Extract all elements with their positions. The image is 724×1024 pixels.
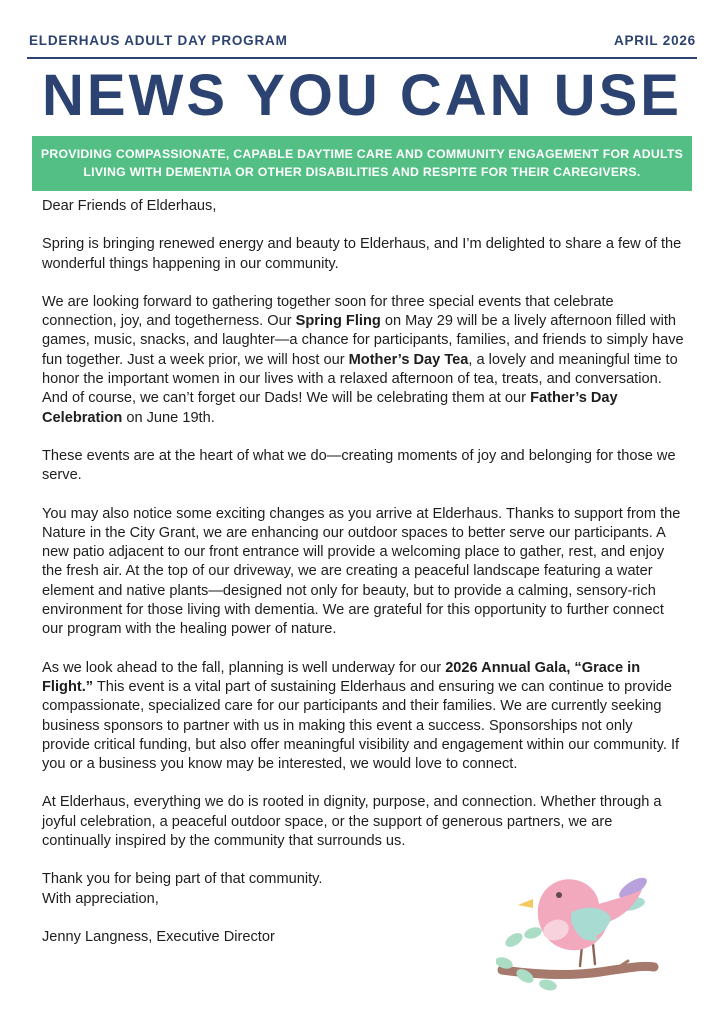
gala: As we look ahead to the fall, planning is well underway for our 2026 Annual Gala, “Grace in Flight.” This event is a vital part of sustaining Elderhaus and ensuring we can continue to provide compassionate, specialized care for our participants and their families. We are currently seeking business sponsors to partner with us in making this event a success. Sponsorships not only provide critical funding, but also offer meaningful visibility and engagement within our community. If you or a business you know may be interested, we would love to connect. xyxy=(42,659,680,773)
bird-on-branch-illustration xyxy=(496,874,660,998)
bird-eye xyxy=(556,892,562,898)
bird-beak xyxy=(518,899,533,908)
events-heart: These events are at the heart of what we do—creating moments of joy and belonging for those we serve. xyxy=(42,447,676,484)
closing-values: At Elderhaus, everything we do is rooted in dignity, purpose, and connection. Whether through a joyful celebration, a peaceful outdoor space, or the support of generous partners, we are continually inspired by the community that surrounds us. xyxy=(42,794,662,850)
page-header xyxy=(29,33,696,48)
mission-banner xyxy=(32,136,692,191)
outdoor-spaces: You may also notice some exciting changes as you arrive at Elderhaus. Thanks to support from the Nature in the City Grant, we are enhancing our outdoor spaces to better serve our participants. A new patio adjacent to our front entrance will provide a welcoming place to gather, rest, and enjoy the fresh air. At the top of our driveway, we are creating a peaceful landscape featuring a water element and native plants—designed not only for beauty, but to provide a calming, sensory-rich environment for those living with dementia. We are grateful for this opportunity to further connect our program with the healing power of nature. xyxy=(42,505,681,638)
intro: Spring is bringing renewed energy and beauty to Elderhaus, and I’m delighted to share a few of the wonderful things happening in our community. xyxy=(42,236,682,272)
letter-body xyxy=(42,197,684,966)
events: We are looking forward to gathering together soon for three special events that celebrate connection, joy, and togetherness. Our Spring Fling on May 29 will be a lively afternoon filled with games, music, snacks, and laughter—a chance for participants, families, and friends to simply have fun together. Just a week prior, we will host our Mother’s Day Tea, a lovely and meaningful time to honor the important women in our lives with a relaxed afternoon of tea, treats, and conversation. And of course, we can’t forget our Dads! We will be celebrating them at our Father’s Day Celebration on June 19th. xyxy=(42,293,684,426)
program-name: ELDERHAUS ADULT DAY PROGRAM xyxy=(29,33,288,48)
thanks: Thank you for being part of that community. With appreciation, xyxy=(42,871,323,907)
signature: Jenny Langness, Executive Director xyxy=(42,928,275,945)
salutation: Dear Friends of Elderhaus, xyxy=(42,198,217,214)
mission-banner-line-1: PROVIDING COMPASSIONATE, CAPABLE DAYTIME CARE AND COMMUNITY ENGAGEMENT FOR ADULTS xyxy=(40,147,684,161)
issue-date: APRIL 2026 xyxy=(613,33,696,48)
newsletter-title: NEWS YOU CAN USE xyxy=(42,63,682,128)
header-divider xyxy=(27,57,697,59)
mission-banner-line-2: LIVING WITH DEMENTIA OR OTHER DISABILITIES AND RESPITE FOR THEIR CAREGIVERS. xyxy=(83,164,641,179)
